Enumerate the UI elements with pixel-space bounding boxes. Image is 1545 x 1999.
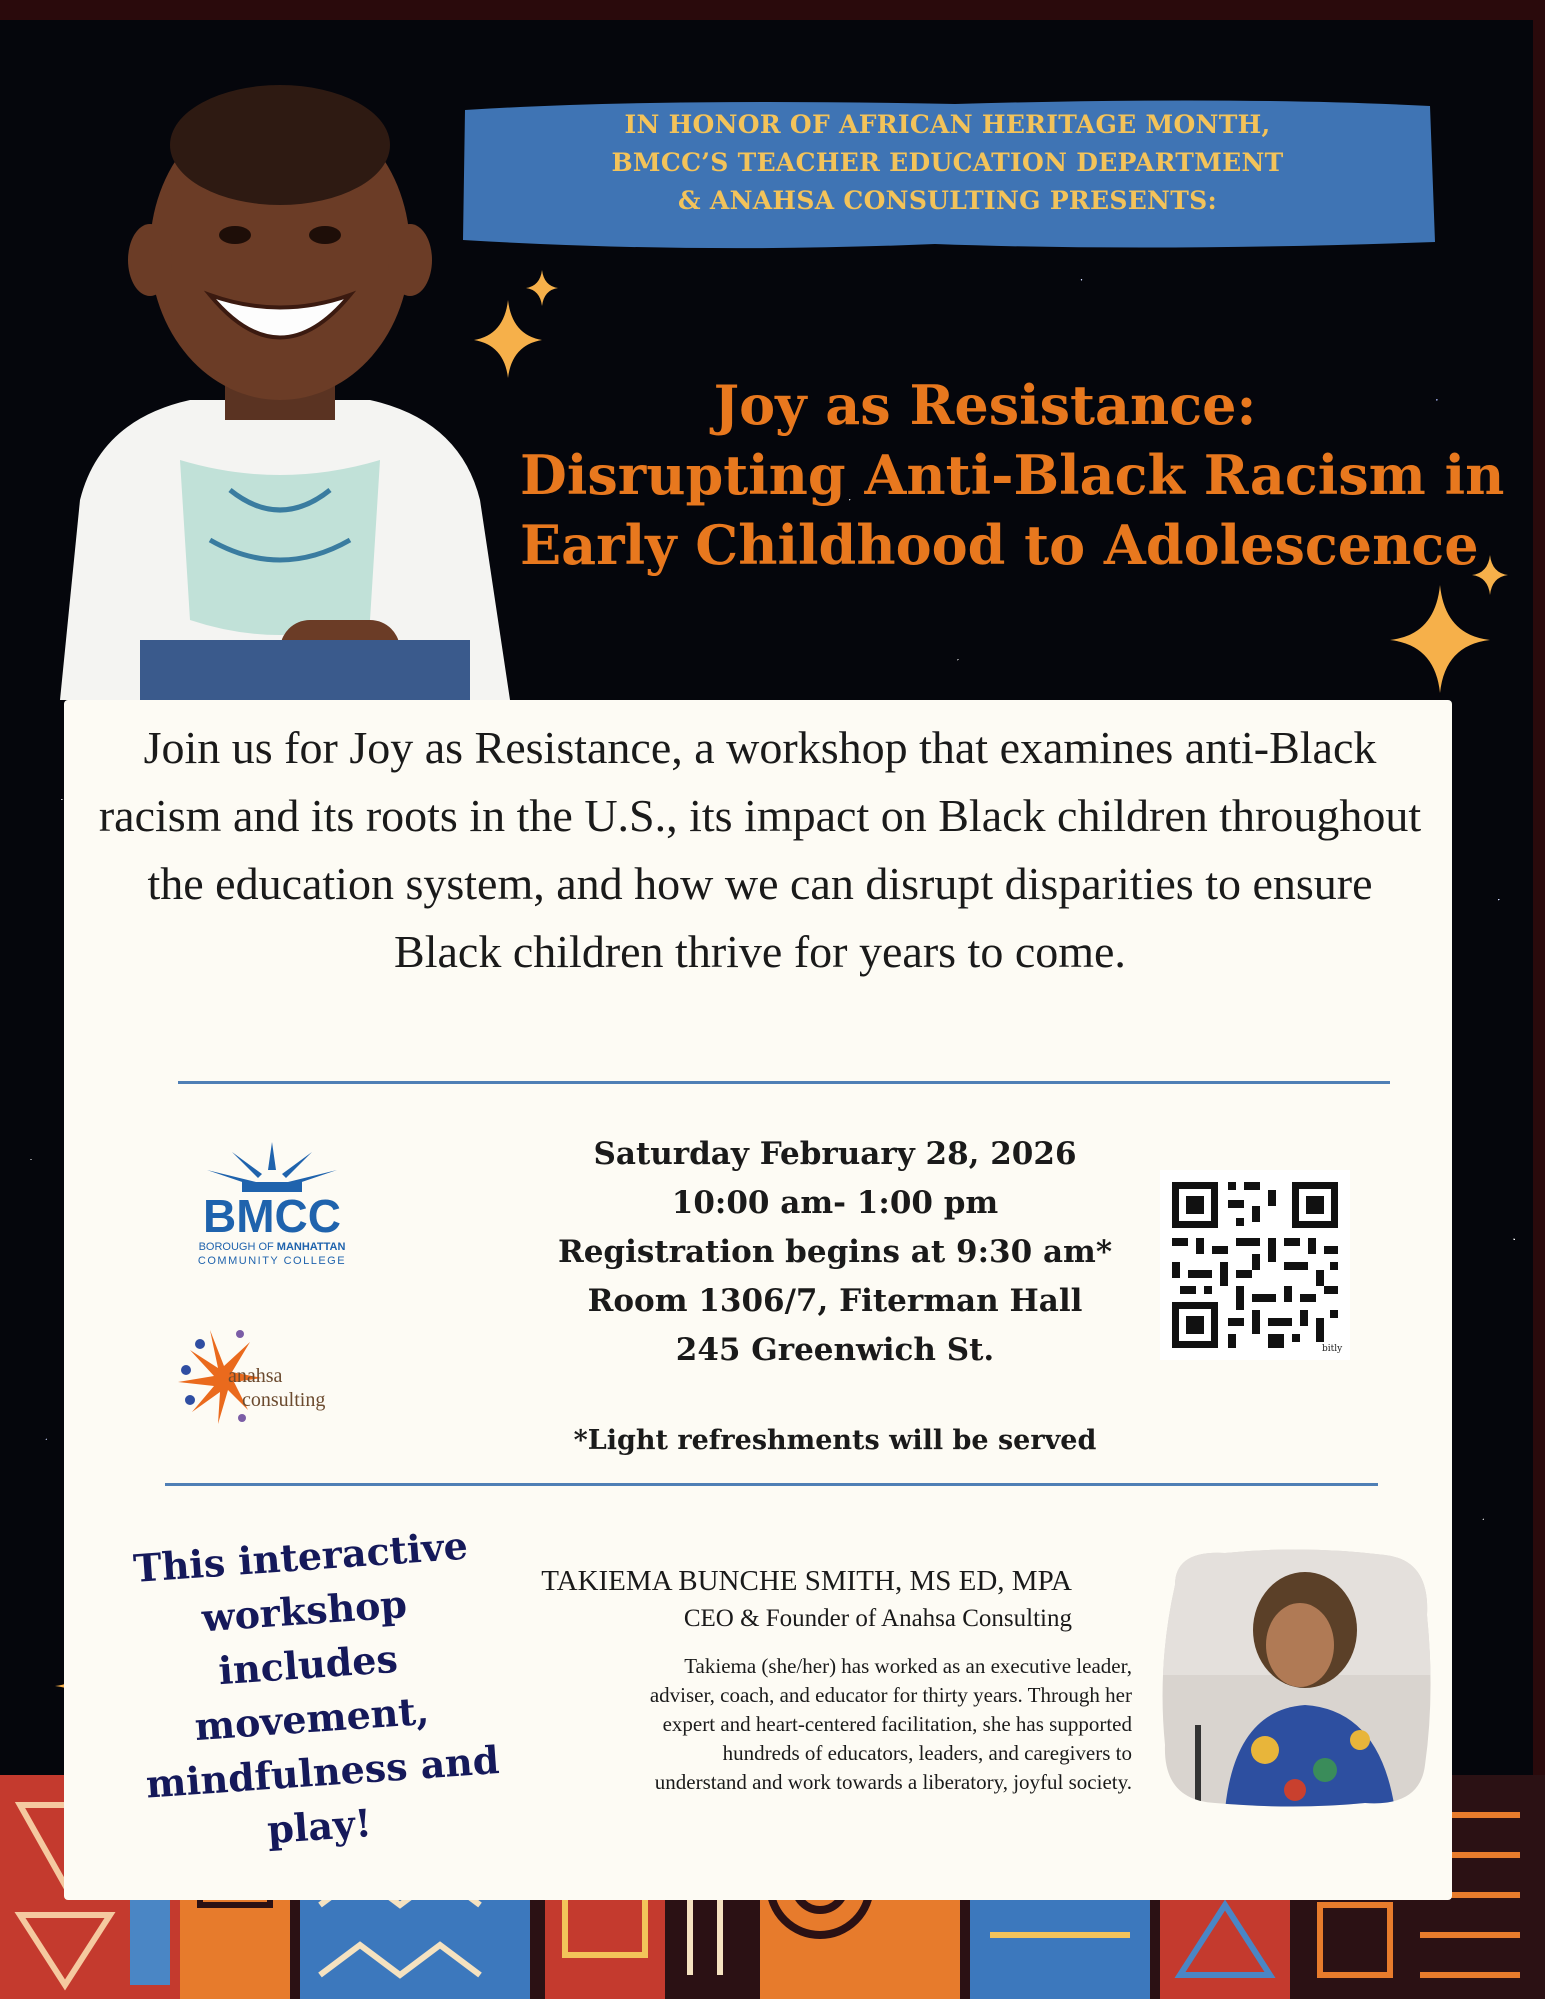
divider xyxy=(178,1081,1390,1084)
bmcc-wordmark: BMCC xyxy=(203,1190,341,1242)
bio-line-2: adviser, coach, and educator for thirty years. Through her xyxy=(649,1683,1132,1707)
qr-bitly-mark: bitly xyxy=(1322,1344,1343,1354)
title-line-1: Joy as Resistance: xyxy=(713,373,1257,437)
event-room: Room 1306/7, Fiterman Hall xyxy=(587,1283,1083,1319)
child-photo xyxy=(40,60,520,700)
banner-line-2: BMCC’S TEACHER EDUCATION DEPARTMENT xyxy=(611,148,1284,177)
top-border xyxy=(0,0,1545,20)
bio-line-4: hundreds of educators, leaders, and caregivers to xyxy=(722,1741,1132,1765)
promo-line-5: mindfulness and xyxy=(144,1737,501,1807)
speaker-bio xyxy=(520,1652,1132,1797)
anahsa-logo xyxy=(170,1320,350,1430)
event-registration: Registration begins at 9:30 am* xyxy=(557,1234,1113,1270)
anahsa-line-2: consulting xyxy=(242,1389,326,1411)
anahsa-line-1: anahsa xyxy=(228,1365,283,1387)
bio-line-1: Takiema (she/her) has worked as an executive leader, xyxy=(684,1654,1132,1678)
banner-line-1: IN HONOR OF AFRICAN HERITAGE MONTH, xyxy=(624,110,1271,139)
title-line-2: Disrupting Anti-Black Racism in xyxy=(520,443,1505,507)
title-line-3: Early Childhood to Adolescence xyxy=(520,513,1479,577)
event-title xyxy=(520,370,1505,580)
speaker-name: TAKIEMA BUNCHE SMITH, MS ED, MPA xyxy=(541,1565,1072,1597)
qr-code-icon[interactable] xyxy=(1160,1170,1350,1360)
bmcc-line-1: BOROUGH OF MANHATTAN xyxy=(198,1241,346,1253)
bio-line-3: expert and heart-centered facilitation, she has supported xyxy=(662,1712,1132,1736)
right-border xyxy=(1533,0,1545,1780)
intro-paragraph: Join us for Joy as Resistance, a workshop that examines anti-Black racism and its roots in the U.S., its impact on Black children throughout the education system, and how we can disrupt disparities to ensure Black children thrive for years to come. xyxy=(98,722,1422,977)
promo-line-1: This interactive xyxy=(131,1522,470,1591)
event-details xyxy=(535,1130,1135,1375)
bio-line-5: understand and work towards a liberatory, joyful society. xyxy=(654,1770,1132,1794)
banner-line-3: & ANAHSA CONSULTING PRESENTS: xyxy=(678,186,1217,215)
promo-line-2: workshop xyxy=(200,1581,409,1641)
promo-line-4: movement, xyxy=(193,1687,431,1750)
workshop-promo xyxy=(129,1519,501,1866)
refreshments-note: *Light refreshments will be served xyxy=(573,1425,1097,1456)
sparkle-icon xyxy=(470,270,560,380)
presenter-banner xyxy=(455,92,1440,257)
speaker-role: CEO & Founder of Anahsa Consulting xyxy=(683,1605,1072,1632)
promo-line-6: play! xyxy=(265,1800,374,1853)
event-date: Saturday February 28, 2026 xyxy=(593,1136,1077,1172)
bmcc-logo xyxy=(172,1130,372,1270)
event-time: 10:00 am- 1:00 pm xyxy=(671,1185,999,1221)
event-address: 245 Greenwich St. xyxy=(675,1332,995,1368)
divider xyxy=(165,1483,1378,1486)
promo-line-3: includes xyxy=(217,1635,400,1694)
bmcc-line-2: COMMUNITY COLLEGE xyxy=(197,1255,347,1267)
speaker-photo xyxy=(1155,1545,1435,1810)
